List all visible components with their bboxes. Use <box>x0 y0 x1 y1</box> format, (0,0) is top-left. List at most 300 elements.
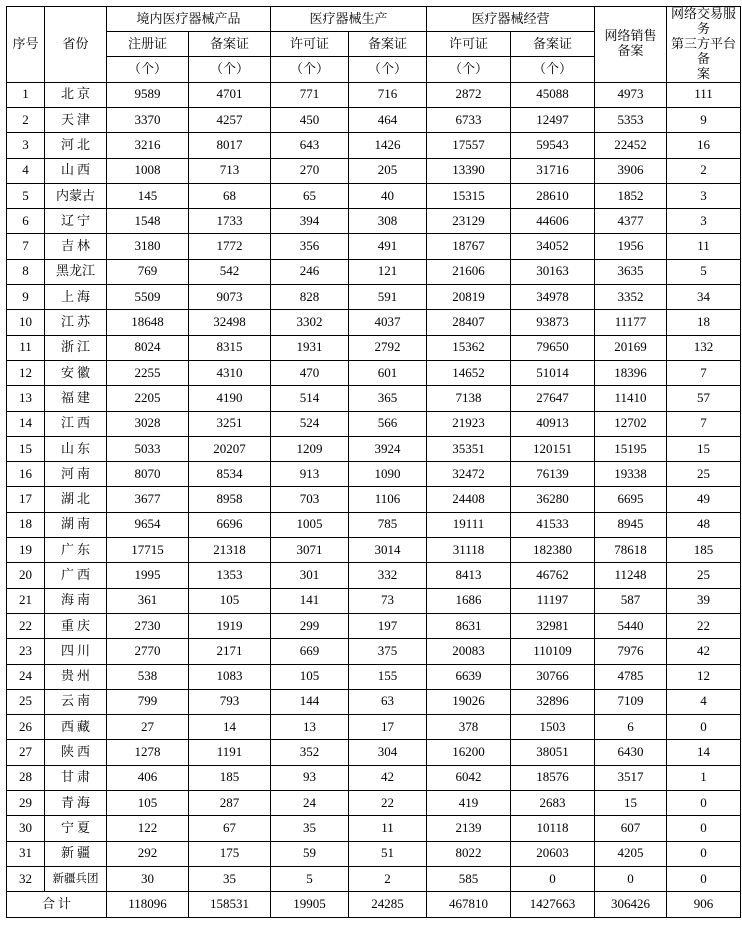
province-label: 安徽 <box>60 364 93 380</box>
header-group-domestic-products: 境内医疗器械产品 <box>107 7 271 32</box>
row-value-6: 32981 <box>511 613 595 638</box>
row-value-3: 524 <box>271 411 349 436</box>
row-value-7: 11177 <box>595 310 667 335</box>
row-value-2: 6696 <box>189 512 271 537</box>
province-label: 黑龙江 <box>55 263 95 279</box>
row-value-4: 63 <box>349 689 427 714</box>
row-value-6: 27647 <box>511 386 595 411</box>
row-value-8: 7 <box>667 411 741 436</box>
row-province <box>45 841 107 866</box>
row-value-8: 42 <box>667 639 741 664</box>
row-value-6: 46762 <box>511 563 595 588</box>
row-value-2: 105 <box>189 588 271 613</box>
row-value-6: 36280 <box>511 487 595 512</box>
row-sequence: 11 <box>7 335 45 360</box>
row-value-8: 12 <box>667 664 741 689</box>
row-province <box>45 563 107 588</box>
row-value-6: 59543 <box>511 133 595 158</box>
row-value-3: 514 <box>271 386 349 411</box>
table-row <box>7 613 741 638</box>
row-province <box>45 487 107 512</box>
row-value-7: 607 <box>595 816 667 841</box>
header-sub-distribution-filing: 备案证 <box>511 32 595 57</box>
row-value-4: 3014 <box>349 538 427 563</box>
row-value-4: 40 <box>349 183 427 208</box>
row-value-1: 8070 <box>107 462 189 487</box>
header-unit-4: （个） <box>349 57 427 82</box>
row-value-8: 4 <box>667 689 741 714</box>
row-value-6: 34052 <box>511 234 595 259</box>
row-sequence: 12 <box>7 360 45 385</box>
row-value-4: 716 <box>349 82 427 107</box>
row-province <box>45 259 107 284</box>
row-value-5: 14652 <box>427 360 511 385</box>
province-label: 辽宁 <box>60 212 93 228</box>
row-value-6: 20603 <box>511 841 595 866</box>
province-label: 四川 <box>60 642 93 658</box>
row-value-8: 3 <box>667 183 741 208</box>
row-value-4: 3924 <box>349 436 427 461</box>
row-sequence: 15 <box>7 436 45 461</box>
total-value-5: 467810 <box>427 892 511 918</box>
row-value-8: 22 <box>667 613 741 638</box>
row-value-4: 332 <box>349 563 427 588</box>
province-label: 山东 <box>60 440 93 456</box>
row-value-2: 1353 <box>189 563 271 588</box>
row-value-4: 375 <box>349 639 427 664</box>
row-value-6: 41533 <box>511 512 595 537</box>
header-sub-domestic-filing: 备案证 <box>189 32 271 57</box>
row-value-7: 587 <box>595 588 667 613</box>
table-row <box>7 259 741 284</box>
row-value-2: 8017 <box>189 133 271 158</box>
row-value-2: 1919 <box>189 613 271 638</box>
header-unit-2: （个） <box>189 57 271 82</box>
row-province <box>45 791 107 816</box>
row-value-4: 1090 <box>349 462 427 487</box>
row-value-7: 8945 <box>595 512 667 537</box>
row-province <box>45 209 107 234</box>
row-sequence: 2 <box>7 107 45 132</box>
row-value-2: 67 <box>189 816 271 841</box>
header-online-sales-record <box>595 7 667 83</box>
header-sub-manufacturing-filing: 备案证 <box>349 32 427 57</box>
row-province <box>45 816 107 841</box>
row-value-2: 21318 <box>189 538 271 563</box>
row-value-5: 21606 <box>427 259 511 284</box>
row-value-4: 365 <box>349 386 427 411</box>
row-value-7: 5440 <box>595 613 667 638</box>
row-value-6: 10118 <box>511 816 595 841</box>
row-value-1: 2205 <box>107 386 189 411</box>
table-row <box>7 487 741 512</box>
header-seq: 序号 <box>7 7 45 83</box>
table-row <box>7 360 741 385</box>
row-value-6: 34978 <box>511 285 595 310</box>
row-value-5: 21923 <box>427 411 511 436</box>
row-province <box>45 639 107 664</box>
row-value-6: 1503 <box>511 715 595 740</box>
row-value-8: 49 <box>667 487 741 512</box>
row-value-5: 2872 <box>427 82 511 107</box>
table-row <box>7 209 741 234</box>
row-value-2: 1772 <box>189 234 271 259</box>
row-value-8: 7 <box>667 360 741 385</box>
row-value-3: 144 <box>271 689 349 714</box>
row-value-1: 1548 <box>107 209 189 234</box>
table-row <box>7 791 741 816</box>
row-value-3: 1931 <box>271 335 349 360</box>
table-row <box>7 512 741 537</box>
row-value-4: 42 <box>349 765 427 790</box>
row-province <box>45 538 107 563</box>
row-value-1: 3180 <box>107 234 189 259</box>
row-value-2: 4310 <box>189 360 271 385</box>
table-row <box>7 133 741 158</box>
row-province <box>45 411 107 436</box>
province-label: 广西 <box>60 567 93 582</box>
row-province <box>45 335 107 360</box>
row-value-2: 14 <box>189 715 271 740</box>
header-group-manufacturing: 医疗器械生产 <box>271 7 427 32</box>
row-value-8: 0 <box>667 791 741 816</box>
row-value-8: 1 <box>667 765 741 790</box>
row-value-7: 7976 <box>595 639 667 664</box>
row-value-7: 3517 <box>595 765 667 790</box>
row-value-3: 270 <box>271 158 349 183</box>
row-value-4: 308 <box>349 209 427 234</box>
row-value-1: 292 <box>107 841 189 866</box>
table-row <box>7 689 741 714</box>
row-value-6: 30163 <box>511 259 595 284</box>
header-sub-manufacturing-license: 许可证 <box>271 32 349 57</box>
header-online-sales-record-line2: 备案 <box>617 43 644 59</box>
total-value-2: 158531 <box>189 892 271 918</box>
row-value-1: 1278 <box>107 740 189 765</box>
row-value-2: 4257 <box>189 107 271 132</box>
row-value-1: 3028 <box>107 411 189 436</box>
row-province <box>45 613 107 638</box>
header-third-party-line3: 案 <box>697 65 711 81</box>
total-value-1: 118096 <box>107 892 189 918</box>
row-value-6: 32896 <box>511 689 595 714</box>
header-unit-3: （个） <box>271 57 349 82</box>
row-sequence: 18 <box>7 512 45 537</box>
table-row <box>7 664 741 689</box>
row-value-5: 6733 <box>427 107 511 132</box>
row-sequence: 30 <box>7 816 45 841</box>
row-province <box>45 386 107 411</box>
row-value-8: 0 <box>667 866 741 891</box>
row-sequence: 26 <box>7 715 45 740</box>
row-province <box>45 310 107 335</box>
table-row <box>7 715 741 740</box>
row-value-2: 9073 <box>189 285 271 310</box>
row-value-8: 2 <box>667 158 741 183</box>
province-label: 山西 <box>60 162 93 178</box>
row-value-3: 3071 <box>271 538 349 563</box>
row-value-3: 1005 <box>271 512 349 537</box>
province-label: 宁夏 <box>60 819 93 835</box>
province-label: 江西 <box>60 415 93 431</box>
row-value-1: 18648 <box>107 310 189 335</box>
row-value-3: 301 <box>271 563 349 588</box>
row-value-2: 68 <box>189 183 271 208</box>
row-value-1: 145 <box>107 183 189 208</box>
total-label: 合计 <box>41 896 74 912</box>
header-unit-5: （个） <box>427 57 511 82</box>
row-value-8: 0 <box>667 841 741 866</box>
province-label: 广东 <box>60 541 93 557</box>
row-value-1: 105 <box>107 791 189 816</box>
row-value-2: 1191 <box>189 740 271 765</box>
row-value-1: 5509 <box>107 285 189 310</box>
row-value-3: 65 <box>271 183 349 208</box>
row-value-3: 913 <box>271 462 349 487</box>
row-value-1: 2770 <box>107 639 189 664</box>
row-value-3: 141 <box>271 588 349 613</box>
row-value-1: 3370 <box>107 107 189 132</box>
header-unit-1: （个） <box>107 57 189 82</box>
table-row <box>7 841 741 866</box>
row-value-5: 23129 <box>427 209 511 234</box>
row-sequence: 22 <box>7 613 45 638</box>
province-label: 新疆 <box>60 845 93 861</box>
row-value-6: 79650 <box>511 335 595 360</box>
table-row <box>7 285 741 310</box>
row-value-8: 132 <box>667 335 741 360</box>
row-province <box>45 715 107 740</box>
row-value-6: 18576 <box>511 765 595 790</box>
row-province <box>45 234 107 259</box>
row-value-4: 121 <box>349 259 427 284</box>
province-label: 浙江 <box>60 339 93 355</box>
row-value-5: 15362 <box>427 335 511 360</box>
row-value-5: 19111 <box>427 512 511 537</box>
row-value-7: 4785 <box>595 664 667 689</box>
row-value-5: 35351 <box>427 436 511 461</box>
row-value-6: 40913 <box>511 411 595 436</box>
row-sequence: 4 <box>7 158 45 183</box>
row-province <box>45 285 107 310</box>
row-value-2: 4701 <box>189 82 271 107</box>
table-row <box>7 158 741 183</box>
province-label: 陕西 <box>60 744 93 760</box>
row-value-3: 24 <box>271 791 349 816</box>
row-value-8: 39 <box>667 588 741 613</box>
row-value-7: 12702 <box>595 411 667 436</box>
row-value-6: 182380 <box>511 538 595 563</box>
row-value-5: 8631 <box>427 613 511 638</box>
row-province <box>45 512 107 537</box>
total-value-6: 1427663 <box>511 892 595 918</box>
row-value-5: 419 <box>427 791 511 816</box>
row-value-6: 38051 <box>511 740 595 765</box>
row-value-3: 105 <box>271 664 349 689</box>
row-province <box>45 664 107 689</box>
row-value-4: 304 <box>349 740 427 765</box>
row-value-4: 491 <box>349 234 427 259</box>
row-sequence: 5 <box>7 183 45 208</box>
row-value-1: 30 <box>107 866 189 891</box>
province-label: 贵州 <box>60 668 93 684</box>
row-value-6: 45088 <box>511 82 595 107</box>
row-value-7: 18396 <box>595 360 667 385</box>
row-sequence: 29 <box>7 791 45 816</box>
row-value-3: 299 <box>271 613 349 638</box>
row-value-6: 44606 <box>511 209 595 234</box>
row-sequence: 13 <box>7 386 45 411</box>
row-value-3: 13 <box>271 715 349 740</box>
row-value-1: 538 <box>107 664 189 689</box>
row-value-8: 5 <box>667 259 741 284</box>
province-label: 吉林 <box>60 238 93 254</box>
row-province <box>45 436 107 461</box>
row-value-4: 2792 <box>349 335 427 360</box>
row-sequence: 23 <box>7 639 45 664</box>
row-sequence: 19 <box>7 538 45 563</box>
header-unit-6: （个） <box>511 57 595 82</box>
province-label: 上海 <box>60 288 93 304</box>
row-value-3: 59 <box>271 841 349 866</box>
row-value-7: 15 <box>595 791 667 816</box>
row-value-5: 585 <box>427 866 511 891</box>
row-value-7: 11248 <box>595 563 667 588</box>
row-value-5: 28407 <box>427 310 511 335</box>
total-value-8: 906 <box>667 892 741 918</box>
row-value-1: 3216 <box>107 133 189 158</box>
province-label: 福建 <box>60 389 93 405</box>
row-value-7: 11410 <box>595 386 667 411</box>
row-value-4: 601 <box>349 360 427 385</box>
row-value-5: 13390 <box>427 158 511 183</box>
row-value-4: 17 <box>349 715 427 740</box>
province-label: 海南 <box>60 592 93 608</box>
row-value-3: 352 <box>271 740 349 765</box>
row-value-8: 9 <box>667 107 741 132</box>
row-value-4: 566 <box>349 411 427 436</box>
row-value-5: 32472 <box>427 462 511 487</box>
row-value-4: 22 <box>349 791 427 816</box>
row-sequence: 6 <box>7 209 45 234</box>
row-value-4: 2 <box>349 866 427 891</box>
row-sequence: 10 <box>7 310 45 335</box>
row-value-3: 5 <box>271 866 349 891</box>
row-value-6: 30766 <box>511 664 595 689</box>
table-total-row <box>7 892 741 918</box>
row-value-8: 11 <box>667 234 741 259</box>
row-sequence: 21 <box>7 588 45 613</box>
row-value-2: 1733 <box>189 209 271 234</box>
row-value-4: 464 <box>349 107 427 132</box>
row-value-5: 17557 <box>427 133 511 158</box>
table-row <box>7 866 741 891</box>
row-province <box>45 158 107 183</box>
row-value-7: 6695 <box>595 487 667 512</box>
row-value-2: 3251 <box>189 411 271 436</box>
row-value-5: 16200 <box>427 740 511 765</box>
row-sequence: 1 <box>7 82 45 107</box>
table-row <box>7 335 741 360</box>
table-row <box>7 234 741 259</box>
row-value-2: 793 <box>189 689 271 714</box>
row-sequence: 17 <box>7 487 45 512</box>
row-value-2: 185 <box>189 765 271 790</box>
total-label-cell <box>7 892 107 918</box>
row-value-6: 31716 <box>511 158 595 183</box>
row-value-4: 197 <box>349 613 427 638</box>
header-group-distribution: 医疗器械经营 <box>427 7 595 32</box>
row-value-7: 22452 <box>595 133 667 158</box>
row-value-2: 175 <box>189 841 271 866</box>
row-sequence: 3 <box>7 133 45 158</box>
province-label: 云南 <box>60 693 93 709</box>
row-value-3: 828 <box>271 285 349 310</box>
table-row <box>7 740 741 765</box>
row-value-4: 51 <box>349 841 427 866</box>
header-third-party-platform-record <box>667 7 741 83</box>
header-province: 省份 <box>45 7 107 83</box>
row-value-5: 20819 <box>427 285 511 310</box>
row-value-8: 16 <box>667 133 741 158</box>
province-label: 西藏 <box>60 718 93 734</box>
row-sequence: 28 <box>7 765 45 790</box>
table-row <box>7 765 741 790</box>
row-value-8: 34 <box>667 285 741 310</box>
province-label: 河南 <box>60 465 93 481</box>
row-value-7: 78618 <box>595 538 667 563</box>
table-row <box>7 588 741 613</box>
row-sequence: 9 <box>7 285 45 310</box>
row-sequence: 8 <box>7 259 45 284</box>
row-value-1: 2255 <box>107 360 189 385</box>
row-value-7: 6 <box>595 715 667 740</box>
row-value-5: 15315 <box>427 183 511 208</box>
row-value-7: 15195 <box>595 436 667 461</box>
row-value-5: 1686 <box>427 588 511 613</box>
row-value-8: 185 <box>667 538 741 563</box>
row-value-8: 15 <box>667 436 741 461</box>
row-sequence: 25 <box>7 689 45 714</box>
row-sequence: 32 <box>7 866 45 891</box>
province-label: 甘肃 <box>60 769 93 785</box>
row-value-8: 3 <box>667 209 741 234</box>
province-label: 青海 <box>60 794 93 810</box>
table-row <box>7 386 741 411</box>
row-value-7: 0 <box>595 866 667 891</box>
table-row <box>7 310 741 335</box>
row-value-7: 4205 <box>595 841 667 866</box>
row-value-8: 14 <box>667 740 741 765</box>
row-value-8: 18 <box>667 310 741 335</box>
row-value-8: 48 <box>667 512 741 537</box>
row-province <box>45 765 107 790</box>
province-label: 内蒙古 <box>55 187 95 203</box>
total-value-4: 24285 <box>349 892 427 918</box>
row-value-3: 356 <box>271 234 349 259</box>
row-value-1: 5033 <box>107 436 189 461</box>
row-value-7: 3635 <box>595 259 667 284</box>
row-value-4: 205 <box>349 158 427 183</box>
row-value-1: 27 <box>107 715 189 740</box>
row-value-5: 31118 <box>427 538 511 563</box>
row-value-1: 17715 <box>107 538 189 563</box>
row-value-3: 669 <box>271 639 349 664</box>
table-row <box>7 538 741 563</box>
row-value-7: 3352 <box>595 285 667 310</box>
row-province <box>45 133 107 158</box>
row-sequence: 24 <box>7 664 45 689</box>
